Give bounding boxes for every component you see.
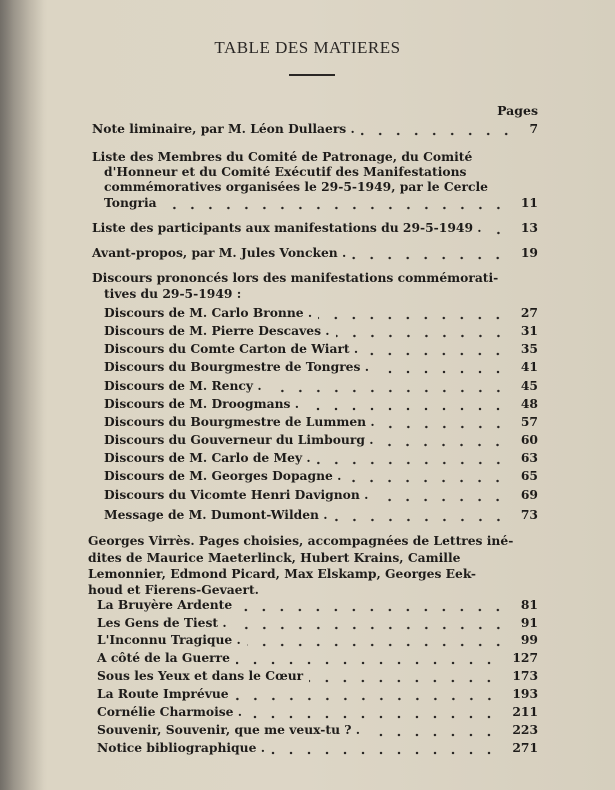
entry-title: Discours du Gouverneur du Limbourg . bbox=[104, 432, 374, 447]
page-number: 31 bbox=[520, 323, 538, 338]
dot-leader bbox=[317, 450, 507, 466]
dot-leader bbox=[347, 468, 507, 484]
page-number: 193 bbox=[512, 686, 538, 701]
entry-text-line: houd et Fierens-Gevaert. bbox=[88, 582, 259, 597]
entry-title: Discours de M. Droogmans . bbox=[104, 396, 299, 411]
entry-text-line: commémoratives organisées le 29-5-1949, par le Cercle bbox=[104, 179, 488, 194]
toc-entry bbox=[104, 414, 538, 430]
entry-title: Discours du Comte Carton de Wiart . bbox=[104, 341, 359, 356]
dot-leader bbox=[334, 507, 507, 523]
toc-entry bbox=[97, 597, 538, 613]
page-number: 63 bbox=[520, 450, 538, 465]
entry-title: Discours du Vicomte Henri Davignon . bbox=[104, 487, 369, 502]
toc-entry bbox=[104, 507, 538, 523]
entry-text-line: Discours prononcés lors des manifestations commémorati- bbox=[92, 270, 499, 285]
page-number: 19 bbox=[520, 245, 538, 260]
entry-text-line: Liste des Membres du Comité de Patronage, du Comité bbox=[92, 149, 473, 164]
dot-leader bbox=[238, 597, 507, 613]
page-number: 91 bbox=[520, 615, 538, 630]
entry-title: Sous les Yeux et dans le Cœur bbox=[97, 668, 304, 683]
page-number: 211 bbox=[512, 704, 538, 719]
page-number: 41 bbox=[520, 359, 538, 374]
entry-title: Discours de M. Georges Dopagne . bbox=[104, 468, 342, 483]
page-number: 73 bbox=[520, 507, 538, 522]
dot-leader bbox=[248, 704, 498, 720]
entry-title: Discours de M. Rency . bbox=[104, 378, 262, 393]
toc-entry bbox=[104, 396, 538, 412]
toc-entry bbox=[104, 323, 538, 339]
dot-leader bbox=[364, 341, 507, 357]
entry-title: Souvenir, Souvenir, que me veux-tu ? . bbox=[97, 722, 361, 737]
entry-text-line: Georges Virrès. Pages choisies, accompagnées de Lettres iné- bbox=[88, 533, 514, 548]
toc-entry bbox=[104, 378, 538, 394]
page-number: 99 bbox=[520, 632, 538, 647]
dot-leader bbox=[268, 378, 507, 394]
page-number: 60 bbox=[520, 432, 538, 447]
entry-title: La Bruyère Ardente bbox=[97, 597, 233, 612]
toc-entry bbox=[104, 432, 538, 448]
entry-title: Note liminaire, par M. Léon Dullaers . bbox=[92, 121, 355, 136]
entry-title: Discours du Bourgmestre de Lummen . bbox=[104, 414, 375, 429]
page-number: 11 bbox=[520, 195, 538, 210]
dot-leader bbox=[318, 305, 507, 321]
entry-title: A côté de la Guerre bbox=[97, 650, 230, 665]
pages-column-header: Pages bbox=[497, 103, 538, 118]
toc-entry bbox=[104, 195, 538, 211]
entry-title: Cornélie Charmoise . bbox=[97, 704, 243, 719]
toc-entry bbox=[104, 341, 538, 357]
page-number: 271 bbox=[512, 740, 538, 755]
dot-leader bbox=[366, 722, 498, 738]
dot-leader bbox=[233, 615, 507, 631]
page-number: 223 bbox=[512, 722, 538, 737]
dot-leader bbox=[271, 740, 498, 756]
entry-text-line: Lemonnier, Edmond Picard, Max Elskamp, Georges Eek- bbox=[88, 566, 476, 581]
entry-title: Les Gens de Tiest . bbox=[97, 615, 227, 630]
dot-leader bbox=[305, 396, 507, 412]
toc-entry bbox=[92, 245, 538, 261]
entry-title: Discours du Bourgmestre de Tongres . bbox=[104, 359, 369, 374]
page-title: TABLE DES MATIERES bbox=[214, 38, 401, 57]
toc-entry bbox=[97, 668, 538, 684]
dot-leader bbox=[235, 686, 498, 702]
page-number: 173 bbox=[512, 668, 538, 683]
page-number: 13 bbox=[520, 220, 538, 235]
page-number: 57 bbox=[520, 414, 538, 429]
entry-title: Message de M. Dumont-Wilden . bbox=[104, 507, 328, 522]
toc-entry bbox=[97, 615, 538, 631]
toc-entry bbox=[104, 468, 538, 484]
entry-title: Discours de M. Carlo Bronne . bbox=[104, 305, 313, 320]
toc-entry bbox=[92, 220, 538, 236]
dot-leader bbox=[488, 220, 507, 236]
entry-title: La Route Imprévue bbox=[97, 686, 229, 701]
toc-entry bbox=[104, 359, 538, 375]
entry-text-line: dites de Maurice Maeterlinck, Hubert Krains, Camille bbox=[88, 550, 461, 565]
dot-leader bbox=[236, 650, 498, 666]
entry-title: L'Inconnu Tragique . bbox=[97, 632, 241, 647]
page-number: 65 bbox=[520, 468, 538, 483]
dot-leader bbox=[375, 359, 507, 375]
entry-text-line: d'Honneur et du Comité Exécutif des Manifestations bbox=[104, 164, 467, 179]
toc-entry bbox=[97, 722, 538, 738]
entry-title: Discours de M. Carlo de Mey . bbox=[104, 450, 311, 465]
dot-leader bbox=[309, 668, 498, 684]
page-number: 48 bbox=[520, 396, 538, 411]
title-rule bbox=[289, 74, 335, 76]
dot-leader bbox=[379, 432, 507, 448]
dot-leader bbox=[381, 414, 507, 430]
toc-entry bbox=[97, 686, 538, 702]
page-number: 35 bbox=[520, 341, 538, 356]
entry-text-line: tives du 29-5-1949 : bbox=[104, 286, 242, 301]
toc-entry bbox=[104, 487, 538, 503]
toc-entry bbox=[97, 740, 538, 756]
page-number: 7 bbox=[529, 121, 538, 136]
page-number: 127 bbox=[512, 650, 538, 665]
page-number: 45 bbox=[520, 378, 538, 393]
entry-title: Avant-propos, par M. Jules Voncken . bbox=[92, 245, 347, 260]
page-number: 27 bbox=[520, 305, 538, 320]
toc-entry bbox=[104, 305, 538, 321]
toc-entry bbox=[92, 121, 538, 137]
entry-title: Notice bibliographique . bbox=[97, 740, 265, 755]
dot-leader bbox=[336, 323, 507, 339]
dot-leader bbox=[361, 121, 515, 137]
page-number: 69 bbox=[520, 487, 538, 502]
entry-title: Liste des participants aux manifestations du 29-5-1949 . bbox=[92, 220, 482, 235]
toc-entry bbox=[97, 650, 538, 666]
dot-leader bbox=[247, 632, 507, 648]
page-number: 81 bbox=[520, 597, 538, 612]
dot-leader bbox=[163, 195, 507, 211]
toc-entry bbox=[97, 632, 538, 648]
page-gutter-shadow bbox=[0, 0, 44, 790]
entry-title: Discours de M. Pierre Descaves . bbox=[104, 323, 330, 338]
dot-leader bbox=[352, 245, 507, 261]
dot-leader bbox=[374, 487, 507, 503]
toc-entry bbox=[97, 704, 538, 720]
entry-title: Tongria bbox=[104, 195, 157, 210]
toc-entry bbox=[104, 450, 538, 466]
